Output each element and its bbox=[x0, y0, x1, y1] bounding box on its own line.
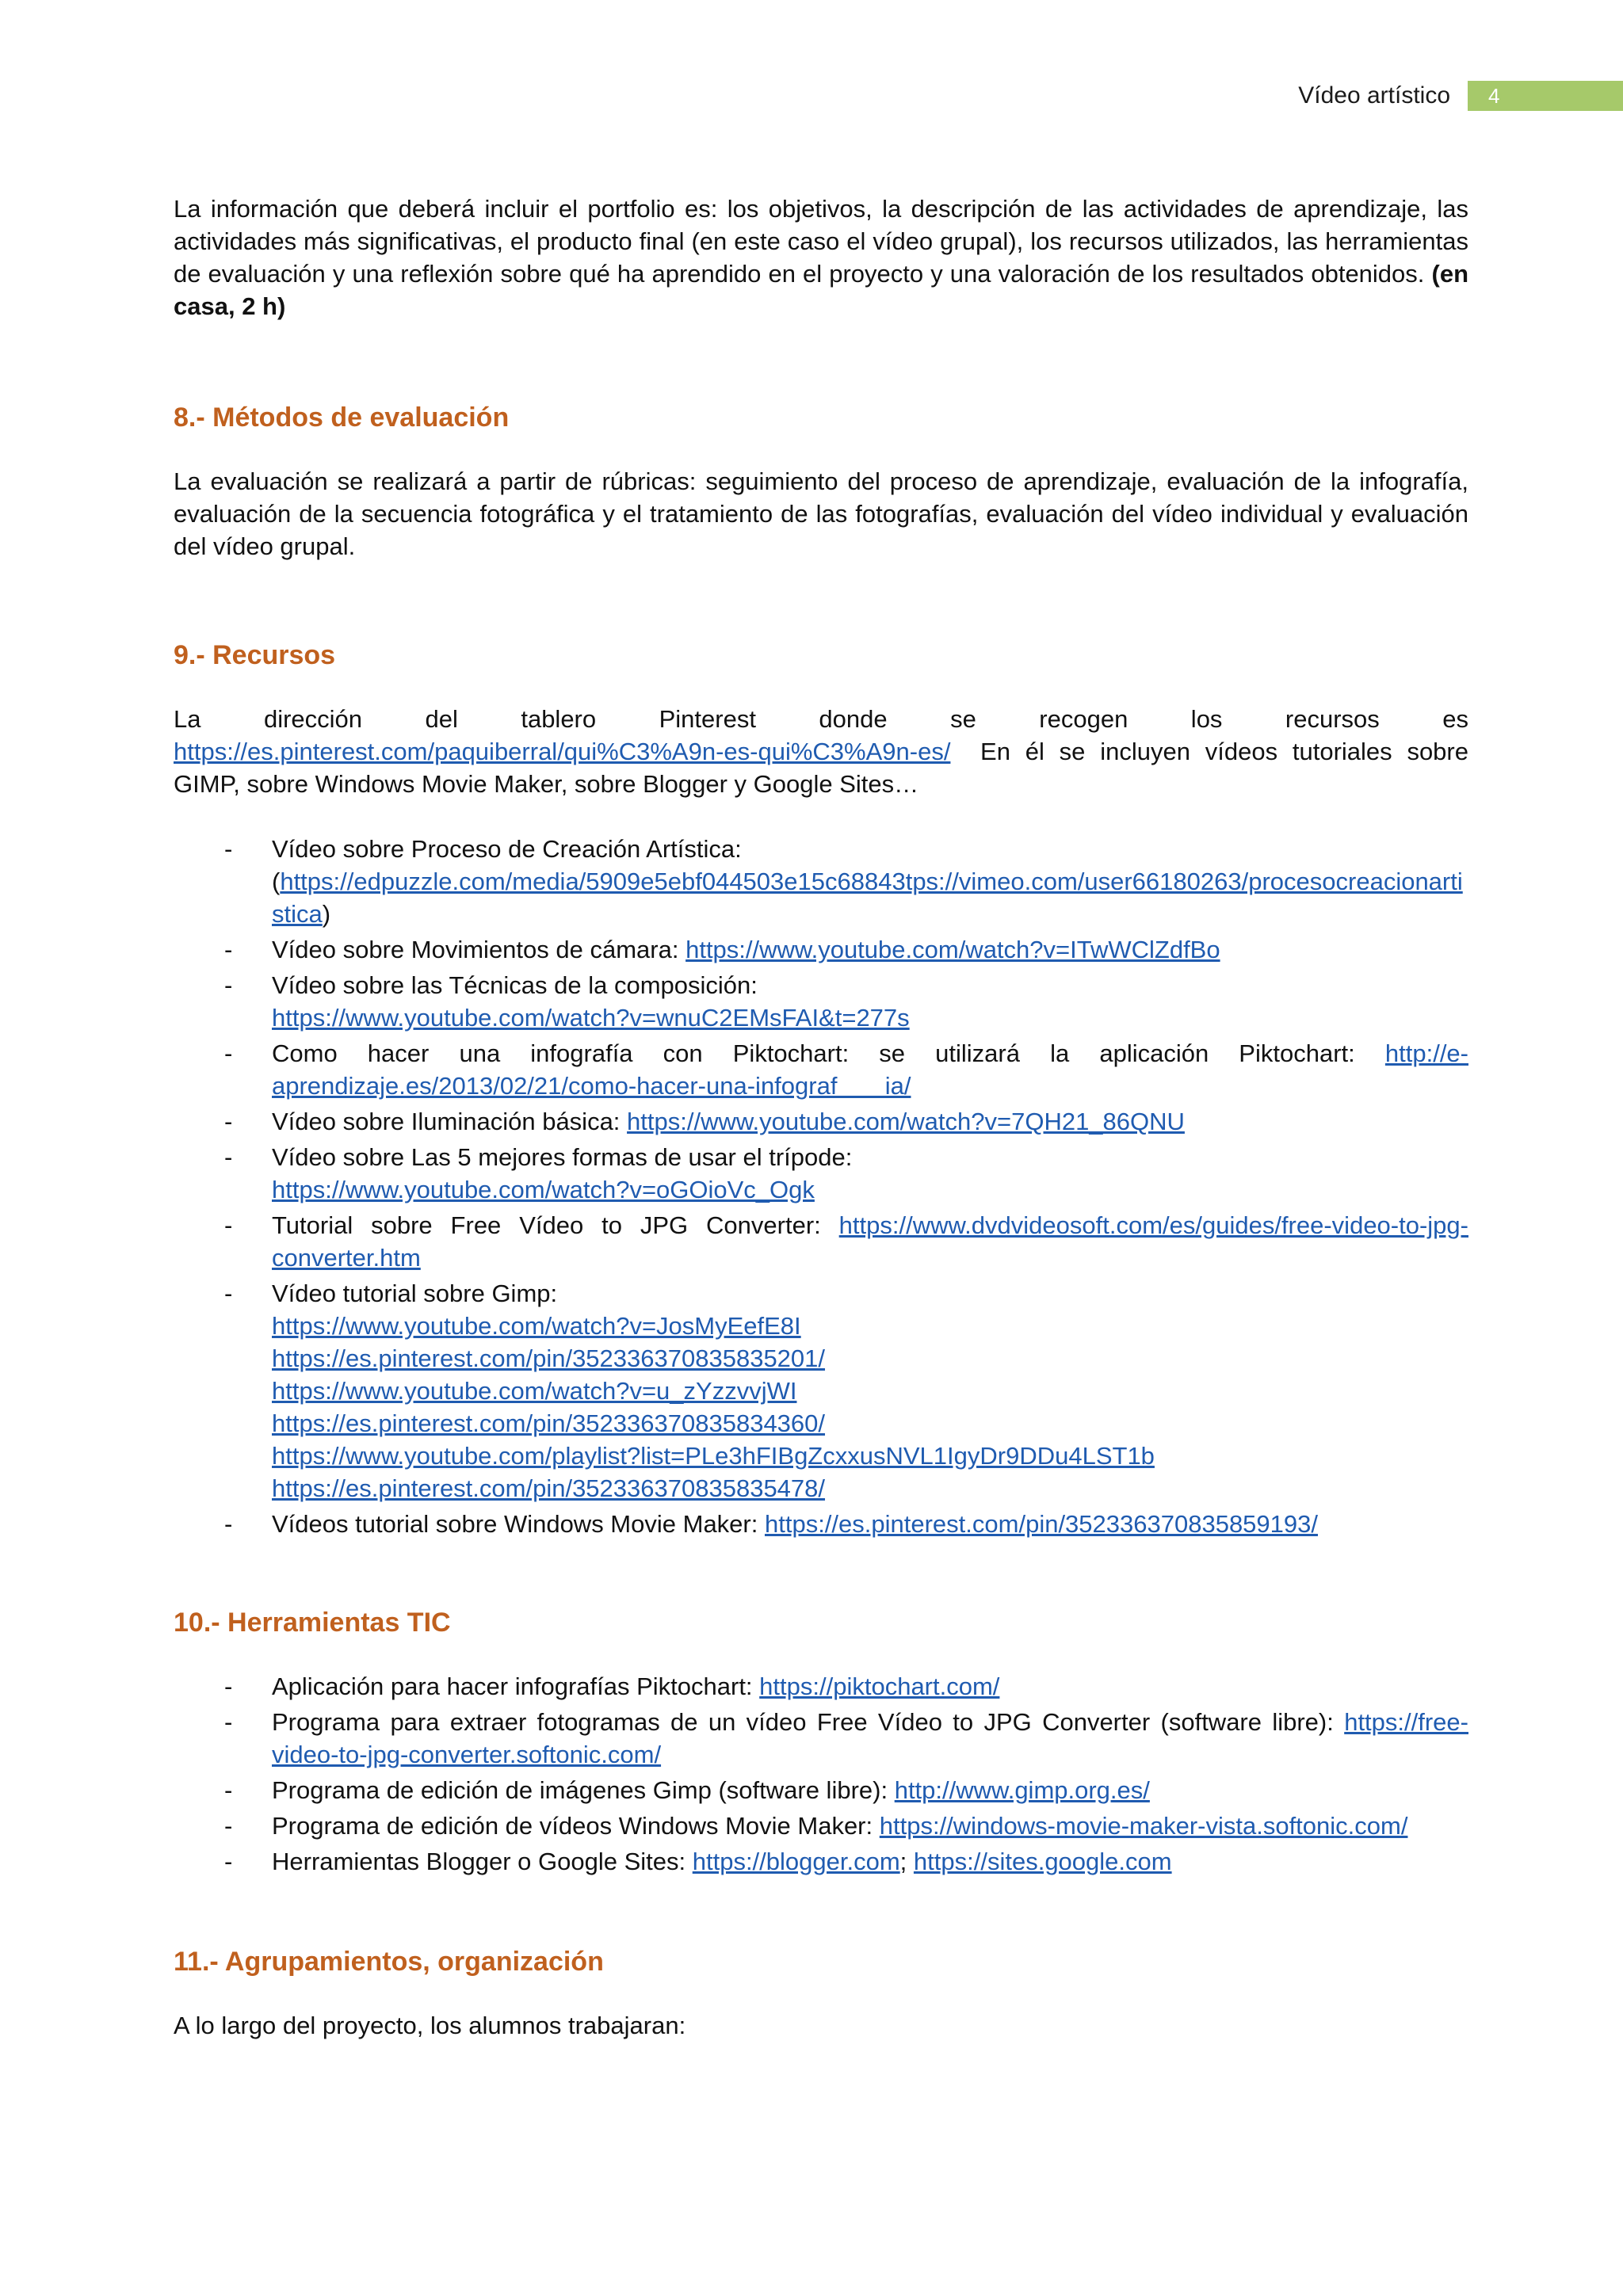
ict-tools-list bbox=[174, 1670, 1468, 1878]
tool-item-text: Programa de edición de vídeos Windows Movie Maker: bbox=[272, 1812, 873, 1840]
resources-list bbox=[174, 833, 1468, 1540]
tool-item-text: Programa de edición de imágenes Gimp (software libre): bbox=[272, 1776, 888, 1804]
section-9-heading: 9.- Recursos bbox=[174, 640, 336, 670]
section-11-paragraph: A lo largo del proyecto, los alumnos trabajaran: bbox=[174, 2012, 686, 2039]
section-11-heading: 11.- Agrupamientos, organización bbox=[174, 1947, 604, 1977]
lighting-link[interactable]: https://www.youtube.com/watch?v=7QH21_86QNU bbox=[627, 1108, 1185, 1135]
resource-item-text: Vídeo sobre Movimientos de cámara: bbox=[272, 936, 679, 963]
movie-maker-download-link[interactable]: https://windows-movie-maker-vista.softonic.com/ bbox=[879, 1812, 1408, 1840]
resource-item-jpg-converter bbox=[174, 1209, 1468, 1274]
resource-item-text: Tutorial sobre Free Vídeo to JPG Converter: bbox=[272, 1211, 821, 1239]
gimp-link-2[interactable]: https://es.pinterest.com/pin/352336370835835201/ bbox=[272, 1344, 826, 1372]
tool-item-text: Aplicación para hacer infografías Piktochart: bbox=[272, 1672, 753, 1700]
section-9-paragraph bbox=[174, 735, 1468, 800]
gimp-link-1[interactable]: https://www.youtube.com/watch?v=JosMyEefE8I bbox=[272, 1312, 801, 1340]
tool-item-gimp bbox=[174, 1774, 1468, 1806]
camera-movements-link[interactable]: https://www.youtube.com/watch?v=ITwWClZdfBo bbox=[685, 936, 1220, 963]
resource-item-text: Vídeos tutorial sobre Windows Movie Maker: bbox=[272, 1510, 758, 1538]
piktochart-link[interactable]: https://piktochart.com/ bbox=[759, 1672, 1000, 1700]
gimp-link-3[interactable]: https://www.youtube.com/watch?v=u_zYzzvvjWI bbox=[272, 1377, 797, 1405]
page-number-badge: 4 bbox=[1468, 81, 1623, 111]
paren-close: ) bbox=[322, 900, 331, 928]
google-sites-link[interactable]: https://sites.google.com bbox=[913, 1848, 1172, 1875]
resource-item-gimp bbox=[174, 1277, 1468, 1505]
section-9-after-link-text: En él se incluyen vídeos tutoriales sobre GIMP, sobre Windows Movie Maker, sobre Blogger y Google Sites… bbox=[174, 738, 1468, 798]
pinterest-board-link[interactable]: https://es.pinterest.com/paquiberral/qui%C3%A9n-es-qui%C3%A9n-es/ bbox=[174, 738, 951, 765]
resource-item-infographic bbox=[174, 1037, 1468, 1102]
intro-text: La información que deberá incluir el portfolio es: los objetivos, la descripción de las actividades de aprendizaje, las actividades más significativas, el producto final (en este caso el vídeo grupal), los recursos utilizados, las herramientas de evaluación y una reflexión sobre qué ha aprendido en el proyecto y una valoración de los resultados obtenidos. bbox=[174, 195, 1468, 288]
resource-item-camera-movements bbox=[174, 933, 1468, 966]
infographic-link[interactable]: http://e-aprendizaje.es/2013/02/21/como-hacer-una-infograf ia/ bbox=[272, 1039, 1468, 1100]
tool-item-free-video-converter bbox=[174, 1706, 1468, 1771]
tool-item-text: Programa para extraer fotogramas de un vídeo Free Vídeo to JPG Converter (software libre): bbox=[272, 1708, 1334, 1736]
resource-item-text: Vídeo sobre Iluminación básica: bbox=[272, 1108, 621, 1135]
gimp-link-5[interactable]: https://www.youtube.com/playlist?list=PLe3hFIBgZcxxusNVL1IgyDr9DDu4LST1b bbox=[272, 1442, 1155, 1470]
link-separator: ; bbox=[899, 1848, 907, 1875]
running-header-title: Vídeo artístico bbox=[1298, 82, 1450, 109]
resource-item-creation-process bbox=[174, 833, 1468, 930]
section-8-heading: 8.- Métodos de evaluación bbox=[174, 402, 510, 433]
gimp-link-6[interactable]: https://es.pinterest.com/pin/352336370835835478/ bbox=[272, 1474, 826, 1502]
resource-item-composition bbox=[174, 969, 1468, 1034]
intro-emphasis: (en casa, 2 h) bbox=[174, 260, 1468, 320]
edpuzzle-link[interactable]: https://edpuzzle.com/media/5909e5ebf044503e15c68843tps://vimeo.com/user66180263/procesocreacionartistica bbox=[272, 868, 1463, 928]
resource-item-link-wrap bbox=[272, 865, 1468, 930]
resource-item-text: Vídeo sobre Proceso de Creación Artística: bbox=[272, 835, 742, 863]
resource-item-text: Vídeo tutorial sobre Gimp: bbox=[272, 1280, 558, 1307]
resource-item-movie-maker bbox=[174, 1508, 1468, 1540]
tool-item-movie-maker bbox=[174, 1810, 1468, 1842]
free-video-converter-link[interactable]: https://free-video-to-jpg-converter.softonic.com/ bbox=[272, 1708, 1468, 1768]
section-9-lead: La dirección del tablero Pinterest donde se recogen los recursos es bbox=[174, 705, 1468, 733]
intro-paragraph bbox=[174, 193, 1468, 322]
paren-open: ( bbox=[272, 868, 281, 895]
jpg-converter-link[interactable]: https://www.dvdvideosoft.com/es/guides/free-video-to-jpg-converter.htm bbox=[272, 1211, 1468, 1272]
composition-link[interactable]: https://www.youtube.com/watch?v=wnuC2EMsFAI&t=277s bbox=[272, 1004, 910, 1032]
section-8-paragraph: La evaluación se realizará a partir de rúbricas: seguimiento del proceso de aprendizaje, evaluación de la infografía, evaluación de la secuencia fotográfica y el tratamiento de las fotografías, evaluación del vídeo individual y evaluación del vídeo grupal. bbox=[174, 467, 1468, 560]
resource-item-text: Como hacer una infografía con Piktochart: se utilizará la aplicación Piktochart: bbox=[272, 1039, 1355, 1067]
tool-item-blogger-sites bbox=[174, 1845, 1468, 1878]
gimp-org-link[interactable]: http://www.gimp.org.es/ bbox=[894, 1776, 1150, 1804]
resource-item-text: Vídeo sobre Las 5 mejores formas de usar el trípode: bbox=[272, 1143, 853, 1171]
resource-item-text: Vídeo sobre las Técnicas de la composición: bbox=[272, 971, 758, 999]
section-10-heading: 10.- Herramientas TIC bbox=[174, 1608, 451, 1638]
tool-item-text: Herramientas Blogger o Google Sites: bbox=[272, 1848, 686, 1875]
resource-item-tripod bbox=[174, 1141, 1468, 1206]
document-body bbox=[174, 193, 1468, 2042]
tripod-link[interactable]: https://www.youtube.com/watch?v=oGOioVc_Ogk bbox=[272, 1176, 815, 1203]
blogger-link[interactable]: https://blogger.com bbox=[692, 1848, 900, 1875]
gimp-link-4[interactable]: https://es.pinterest.com/pin/352336370835834360/ bbox=[272, 1409, 826, 1437]
resource-item-lighting bbox=[174, 1105, 1468, 1138]
movie-maker-link[interactable]: https://es.pinterest.com/pin/352336370835859193/ bbox=[764, 1510, 1318, 1538]
tool-item-piktochart bbox=[174, 1670, 1468, 1703]
